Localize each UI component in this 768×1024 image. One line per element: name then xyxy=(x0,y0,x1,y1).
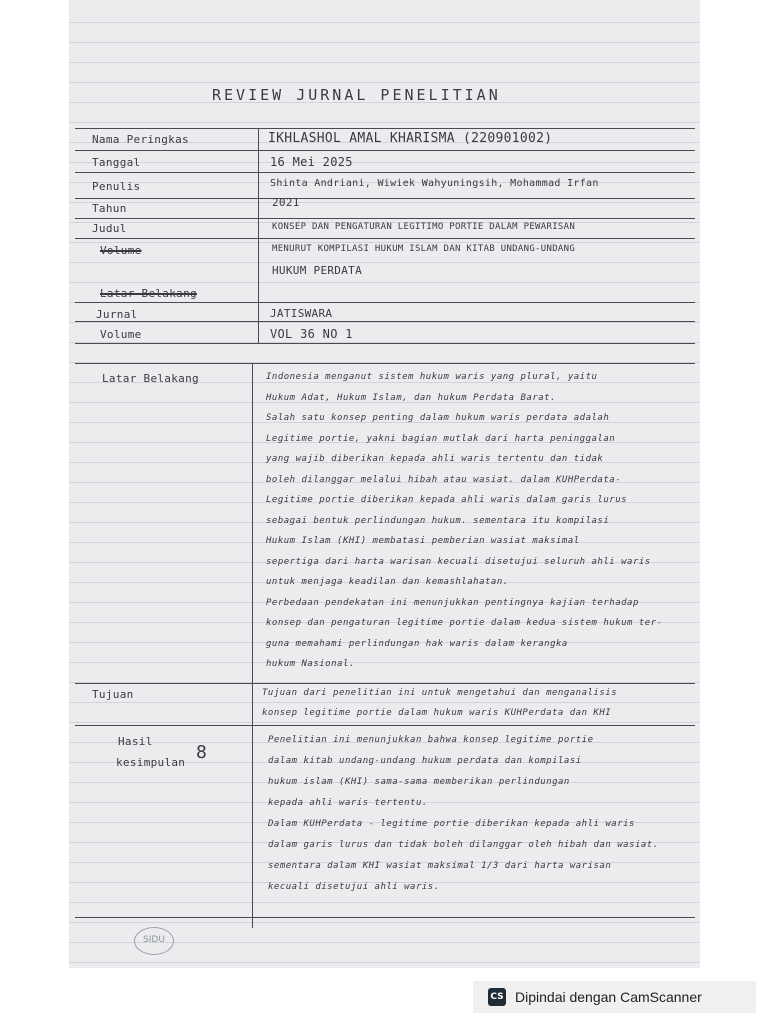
label-tahun: Tahun xyxy=(92,202,127,215)
body-top-line xyxy=(75,363,695,364)
label-kesimpulan: kesimpulan xyxy=(116,756,186,769)
row-line xyxy=(75,302,695,303)
page-title: REVIEW JURNAL PENELITIAN xyxy=(212,86,501,104)
row-line xyxy=(75,321,695,322)
text-line: Legitime portie, yakni bagian mutlak dari harta peninggalan xyxy=(266,433,616,444)
camscanner-icon: CS xyxy=(488,988,506,1006)
camscanner-badge xyxy=(473,981,756,1013)
score-mark: 8 xyxy=(196,742,208,763)
column-divider xyxy=(258,128,259,343)
text-line: kecuali disetujui ahli waris. xyxy=(268,882,440,892)
value-judul-line-3: HUKUM PERDATA xyxy=(272,264,362,277)
text-line: konsep legitime portie dalam hukum waris KUHPerdata dan KHI xyxy=(262,708,612,718)
row-line xyxy=(75,343,695,344)
text-line: Hukum Adat, Hukum Islam, dan hukum Perdata Barat. xyxy=(266,392,557,403)
value-penulis: Shinta Andriani, Wiwiek Wahyuningsih, Mohammad Irfan xyxy=(270,178,599,189)
text-line: sementara dalam KHI wasiat maksimal 1/3 dari harta warisan xyxy=(268,861,612,871)
value-judul: KONSEP DAN PENGATURAN LEGITIMO PORTIE DALAM PEWARISAN xyxy=(272,222,576,232)
text-line: sepertiga dari harta warisan kecuali disetujui seluruh ahli waris xyxy=(266,556,651,567)
label-judul: Judul xyxy=(92,222,127,235)
text-line: konsep dan pengaturan legitime portie dalam kedua sistem hukum ter- xyxy=(266,618,663,628)
text-line: sebagai bentuk perlindungan hukum. sementara itu kompilasi xyxy=(266,515,610,526)
row-line xyxy=(75,198,695,199)
label-penulis: Penulis xyxy=(92,180,141,193)
hasil-top-line xyxy=(75,725,695,726)
label-volume-crossed: Volume xyxy=(100,244,142,257)
tujuan-top-line xyxy=(75,683,695,684)
text-line: Salah satu konsep penting dalam hukum waris perdata adalah xyxy=(266,413,610,423)
value-judul-line-2: MENURUT KOMPILASI HUKUM ISLAM DAN KITAB UNDANG-UNDANG xyxy=(272,244,576,254)
row-line xyxy=(75,238,695,239)
value-nama-peringkas: IKHLASHOL AMAL KHARISMA (220901002) xyxy=(268,131,553,146)
row-line xyxy=(75,172,695,173)
text-line: hukum Nasional. xyxy=(266,659,355,669)
label-tanggal: Tanggal xyxy=(92,156,141,169)
text-line: Indonesia menganut sistem hukum waris yang plural, yaitu xyxy=(266,372,598,382)
label-jurnal: Jurnal xyxy=(96,308,138,321)
row-line xyxy=(75,218,695,219)
label-latar-crossed: Latar Belakang xyxy=(100,287,197,300)
label-tujuan: Tujuan xyxy=(92,688,134,701)
value-tanggal: 16 Mei 2025 xyxy=(270,155,353,169)
text-line: Legitime portie diberikan kepada ahli waris dalam garis lurus xyxy=(266,495,628,505)
body-bottom-line xyxy=(75,917,695,918)
label-latar-belakang: Latar Belakang xyxy=(102,372,199,385)
label-volume: Volume xyxy=(100,328,142,341)
text-line: boleh dilanggar melalui hibah atau wasiat. dalam KUHPerdata- xyxy=(266,474,622,485)
text-line: guna memahami perlindungan hak waris dalam kerangka xyxy=(266,638,568,649)
text-line: Tujuan dari penelitian ini untuk mengetahui dan menganalisis xyxy=(262,688,618,698)
text-line: dalam garis lurus dan tidak boleh dilanggar oleh hibah dan wasiat. xyxy=(268,840,659,850)
body-column-divider xyxy=(252,363,253,928)
text-line: yang wajib diberikan kepada ahli waris tertentu dan tidak xyxy=(266,454,604,464)
text-line: Dalam KUHPerdata - legitime portie diberikan kepada ahli waris xyxy=(268,819,635,829)
row-line xyxy=(75,150,695,151)
text-line: Penelitian ini menunjukkan bahwa konsep legitime portie xyxy=(268,735,594,745)
text-line: hukum islam (KHI) sama-sama memberikan perlindungan xyxy=(268,777,570,787)
text-line: Perbedaan pendekatan ini menunjukkan pentingnya kajian terhadap xyxy=(266,597,639,608)
text-line: untuk menjaga keadilan dan kemashlahatan. xyxy=(266,577,509,587)
text-line: Hukum Islam (KHI) membatasi pemberian wasiat maksimal xyxy=(266,536,580,546)
camscanner-text: Dipindai dengan CamScanner xyxy=(515,989,702,1005)
value-volume: VOL 36 NO 1 xyxy=(270,327,353,341)
text-line: kepada ahli waris tertentu. xyxy=(268,798,428,808)
value-jurnal: JATISWARA xyxy=(270,307,333,320)
text-line: dalam kitab undang-undang hukum perdata dan kompilasi xyxy=(268,756,582,766)
label-hasil: Hasil xyxy=(118,735,153,748)
table-top-line xyxy=(75,128,695,129)
notebook-stamp: SIDU xyxy=(134,927,174,955)
value-tahun: 2021 xyxy=(272,196,300,209)
label-nama-peringkas: Nama Peringkas xyxy=(92,133,189,146)
